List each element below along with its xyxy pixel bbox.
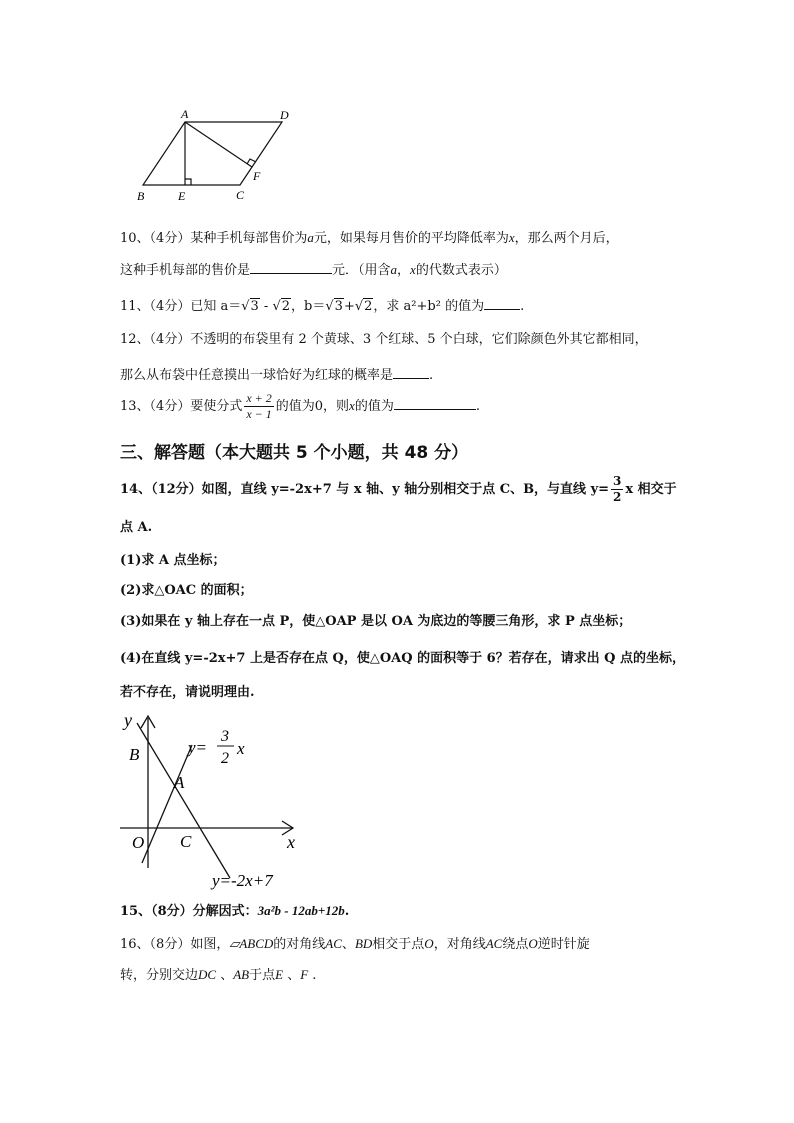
line1-frac-num: 3 [221, 728, 229, 745]
q16-text: 的对角线 [273, 937, 326, 952]
point-C-label: C [180, 832, 192, 851]
question-15 [120, 902, 349, 921]
question-13 [120, 391, 480, 422]
q15-text: . [344, 904, 350, 919]
q16-text: 于点 [249, 968, 276, 983]
q13-var-x: x [349, 398, 355, 413]
parallelogram-figure [130, 105, 300, 205]
q16-text: 绕点 [502, 937, 529, 952]
q13-answer-blank [394, 395, 476, 410]
question-14-line-2: 点 A. [120, 520, 153, 535]
q10-text: 10、（4分）某种手机每部售价为 [120, 231, 308, 246]
q10-text: 元，如果每月售价的平均降低率为 [313, 231, 509, 246]
x-axis-label: x [287, 832, 295, 852]
q16-segment: AC [325, 936, 342, 951]
q10-text: 元．（用含 [332, 263, 391, 278]
sqrt-3: √3 [325, 299, 343, 314]
y-axis-label: y [124, 710, 132, 730]
coordinate-graph [112, 708, 312, 893]
q16-text: 转，分别交边 [120, 968, 199, 983]
q14-text: 14、（12分）如图，直线 y=-2x+7 与 x 轴、y 轴分别相交于点 C、B，与直线 y= [120, 482, 610, 497]
q15-text: 15、（8分）分解因式： [120, 904, 258, 919]
q14-text: x 相交于 [625, 482, 677, 497]
q11-text: ，b＝ [291, 299, 326, 314]
q10-answer-blank [250, 259, 332, 274]
q16-text: 、 [341, 937, 355, 952]
q10-var-a: a [307, 230, 314, 245]
q12-text: 那么从布袋中任意摸出一球恰好为红球的概率是 [120, 368, 394, 383]
question-12-line-2 [120, 364, 433, 385]
origin-O-label: O [132, 833, 145, 852]
q16-text: 、 [216, 968, 234, 983]
q11-answer-blank [484, 295, 520, 310]
q16-point: F [300, 967, 309, 982]
question-14-part-3: (3)如果在 y 轴上存在一点 P，使△OAP 是以 OA 为底边的等腰三角形，求 P 点坐标； [120, 614, 632, 629]
q10-text: ， [397, 263, 411, 278]
sqrt-2: √2 [272, 299, 291, 314]
q10-var-x: x [410, 262, 416, 277]
q11-text: 11、（4分）已知 a＝ [120, 299, 242, 314]
q16-text: . [308, 968, 317, 983]
question-11 [120, 295, 524, 316]
line1-frac-den: 2 [221, 750, 229, 767]
line1-var: x [237, 739, 245, 758]
q10-text: 的代数式表示） [415, 263, 507, 278]
q13-text: 的值为0，则 [275, 399, 350, 414]
question-10-line-1 [120, 229, 619, 248]
q16-segment: AB [233, 967, 250, 982]
label-E: E [178, 189, 186, 203]
q13-text: . [475, 399, 480, 414]
q11-text: + [343, 299, 355, 314]
sqrt-2: √2 [354, 299, 373, 314]
sqrt-3: √3 [241, 299, 259, 314]
label-A: A [181, 107, 189, 121]
q15-expression: 3a²b - 12ab+12b [257, 903, 345, 918]
perpendicular-AF [185, 122, 252, 167]
q16-text: 16、（8分）如图， [120, 937, 230, 952]
line1-label: y= [188, 738, 208, 757]
q16-point: O [424, 936, 434, 951]
q11-text: - [259, 299, 273, 314]
question-14-line-1 [120, 474, 677, 506]
section-heading: 三、解答题（本大题共 5 个小题，共 48 分） [120, 443, 469, 463]
line2-label: y=-2x+7 [212, 871, 273, 890]
label-C: C [236, 188, 245, 202]
q12-answer-blank [393, 364, 429, 379]
q16-segment: DC [198, 967, 217, 982]
question-16-line-2 [120, 966, 316, 985]
question-14-part-4: (4)在直线 y=-2x+7 上是否存在点 Q，使△OAQ 的面积等于 6？若存在，请求出 Q 点的坐标， [120, 651, 686, 666]
question-14-part-4b: 若不存在，请说明理由. [120, 685, 255, 700]
label-D: D [280, 108, 289, 122]
q16-point: E [275, 967, 284, 982]
q14-fraction: $\frac{3}{2}$ [613, 474, 622, 504]
question-14-part-2: (2)求△OAC 的面积； [120, 583, 253, 598]
q16-text: 相交于点 [372, 937, 425, 952]
q16-text: ，对角线 [433, 937, 486, 952]
q16-point: O [528, 936, 538, 951]
q10-var-x: x [508, 230, 515, 245]
q10-text: ，那么两个月后， [514, 231, 619, 246]
q16-segment: AC [485, 936, 503, 951]
label-F: F [253, 169, 261, 183]
q16-segment: BD [354, 936, 373, 951]
q13-fraction: $\frac{x + 2}{x - 1}$ [246, 391, 272, 421]
question-14-part-1: (1)求 A 点坐标； [120, 553, 226, 568]
q11-text: ，求 a²+b² 的值为 [373, 299, 485, 314]
q12-text: . [429, 368, 434, 383]
q11-text: . [520, 299, 525, 314]
line-y-minus-2x-plus-7 [137, 723, 230, 878]
question-16-line-1 [120, 935, 590, 954]
point-A-label: A [174, 773, 185, 792]
label-B: B [137, 189, 145, 203]
q13-text: 13、（4分）要使分式 [120, 399, 243, 414]
q16-text: 逆时针旋 [537, 937, 590, 952]
q13-text: 的值为 [354, 399, 394, 414]
q10-var-a: a [390, 262, 398, 277]
right-angle-E [185, 179, 191, 185]
parallelogram-outline [143, 122, 282, 185]
question-10-line-2 [120, 259, 507, 280]
q16-parallelogram: ▱ABCD [229, 936, 274, 951]
point-B-label: B [129, 745, 140, 764]
question-12-line-1: 12、（4分）不透明的布袋里有 2 个黄球、3 个红球、5 个白球，它们除颜色外其它都相同， [120, 332, 648, 347]
q16-text: 、 [283, 968, 301, 983]
q10-text: 这种手机每部的售价是 [120, 263, 251, 278]
